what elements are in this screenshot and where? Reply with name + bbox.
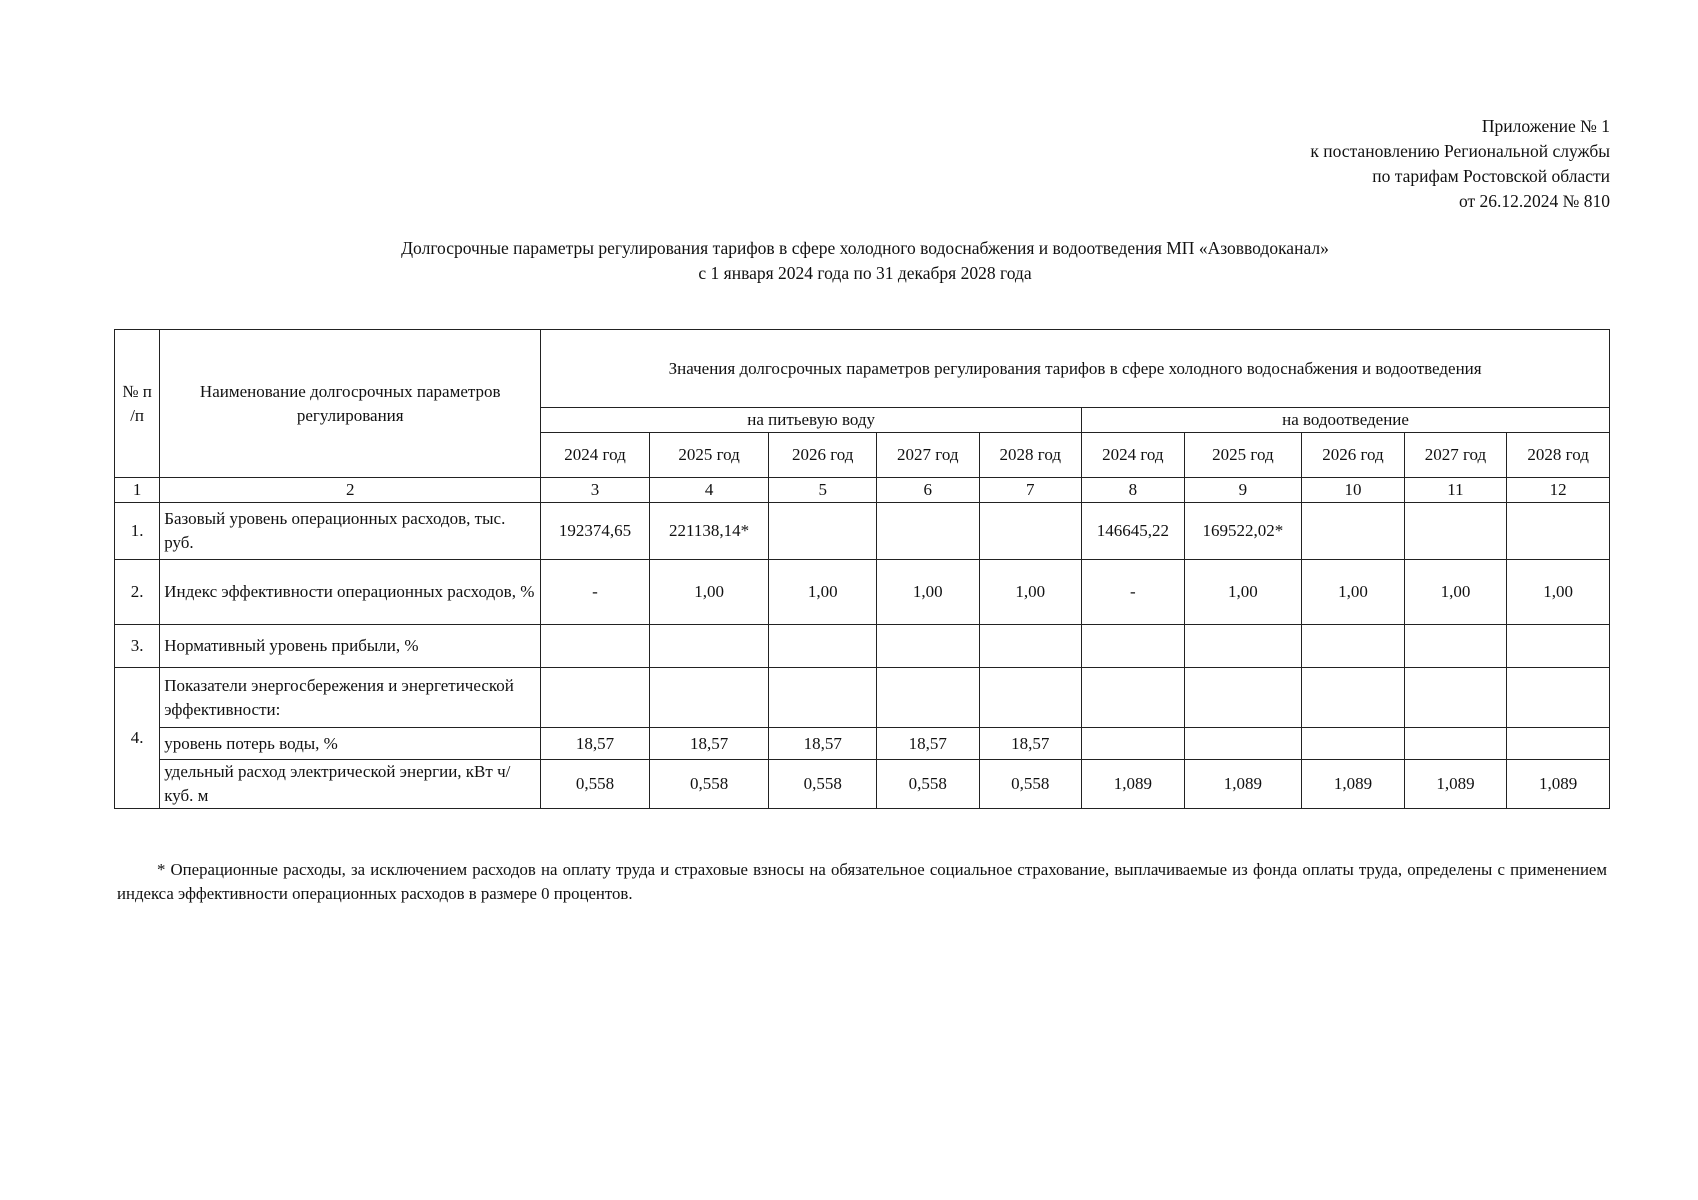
header-year: 2028 год bbox=[1507, 433, 1610, 478]
value-cell bbox=[1404, 668, 1507, 728]
row-number: 4. bbox=[115, 668, 160, 809]
table-row bbox=[115, 503, 1610, 560]
table-row bbox=[115, 625, 1610, 668]
value-cell bbox=[649, 625, 769, 668]
value-cell bbox=[1404, 503, 1507, 560]
column-number: 8 bbox=[1082, 478, 1185, 503]
value-cell: 1,089 bbox=[1404, 760, 1507, 809]
appendix-line-4: от 26.12.2024 № 810 bbox=[1459, 191, 1610, 211]
column-number: 7 bbox=[979, 478, 1082, 503]
value-cell: 1,089 bbox=[1302, 760, 1405, 809]
header-values: Значения долгосрочных параметров регулирования тарифов в сфере холодного водоснабжения и водоотведения bbox=[541, 330, 1610, 408]
column-number: 4 bbox=[649, 478, 769, 503]
column-number: 12 bbox=[1507, 478, 1610, 503]
document-title bbox=[0, 236, 1698, 286]
value-cell bbox=[1184, 728, 1302, 760]
header-year: 2025 год bbox=[1184, 433, 1302, 478]
header-year: 2024 год bbox=[541, 433, 650, 478]
value-cell bbox=[876, 503, 979, 560]
value-cell: 0,558 bbox=[979, 760, 1082, 809]
column-number: 1 bbox=[115, 478, 160, 503]
table-row bbox=[115, 728, 1610, 760]
column-number: 2 bbox=[160, 478, 541, 503]
value-cell bbox=[876, 668, 979, 728]
value-cell bbox=[541, 625, 650, 668]
value-cell bbox=[1184, 625, 1302, 668]
value-cell bbox=[649, 668, 769, 728]
value-cell: 1,089 bbox=[1507, 760, 1610, 809]
value-cell bbox=[1507, 625, 1610, 668]
value-cell: 1,089 bbox=[1082, 760, 1185, 809]
value-cell: 1,00 bbox=[876, 560, 979, 625]
value-cell: 221138,14* bbox=[649, 503, 769, 560]
value-cell bbox=[979, 625, 1082, 668]
value-cell bbox=[769, 668, 877, 728]
column-number: 6 bbox=[876, 478, 979, 503]
header-year: 2028 год bbox=[979, 433, 1082, 478]
column-number: 11 bbox=[1404, 478, 1507, 503]
value-cell: - bbox=[1082, 560, 1185, 625]
table-row bbox=[115, 668, 1610, 728]
value-cell: 18,57 bbox=[876, 728, 979, 760]
value-cell bbox=[1404, 728, 1507, 760]
title-line-1: Долгосрочные параметры регулирования тарифов в сфере холодного водоснабжения и водоотведения МП «Азовводоканал» bbox=[401, 238, 1329, 258]
title-line-2: с 1 января 2024 года по 31 декабря 2028 года bbox=[698, 263, 1032, 283]
column-number: 10 bbox=[1302, 478, 1405, 503]
value-cell: 18,57 bbox=[541, 728, 650, 760]
column-number: 3 bbox=[541, 478, 650, 503]
table-row bbox=[115, 560, 1610, 625]
value-cell bbox=[1404, 625, 1507, 668]
header-year: 2026 год bbox=[769, 433, 877, 478]
row-number: 2. bbox=[115, 560, 160, 625]
header-year: 2024 год bbox=[1082, 433, 1185, 478]
value-cell bbox=[1302, 625, 1405, 668]
row-name: уровень потерь воды, % bbox=[160, 728, 541, 760]
value-cell bbox=[876, 625, 979, 668]
value-cell bbox=[769, 625, 877, 668]
value-cell: 192374,65 bbox=[541, 503, 650, 560]
appendix-header bbox=[1310, 114, 1610, 214]
value-cell: 1,00 bbox=[1507, 560, 1610, 625]
column-numbers-row bbox=[115, 478, 1610, 503]
table-row bbox=[115, 760, 1610, 809]
value-cell bbox=[1082, 728, 1185, 760]
row-number: 1. bbox=[115, 503, 160, 560]
value-cell: 1,00 bbox=[1404, 560, 1507, 625]
value-cell: 1,089 bbox=[1184, 760, 1302, 809]
value-cell: 1,00 bbox=[1184, 560, 1302, 625]
value-cell: 0,558 bbox=[649, 760, 769, 809]
header-year: 2027 год bbox=[1404, 433, 1507, 478]
value-cell: 1,00 bbox=[1302, 560, 1405, 625]
column-number: 9 bbox=[1184, 478, 1302, 503]
value-cell: 0,558 bbox=[769, 760, 877, 809]
value-cell bbox=[1507, 668, 1610, 728]
value-cell: 18,57 bbox=[649, 728, 769, 760]
footnote: * Операционные расходы, за исключением расходов на оплату труда и страховые взносы на обязательное социальное страхование, выплачиваемые из фонда оплаты труда, определены с применением индекса эффективности операционных расходов в размере 0 процентов. bbox=[117, 860, 1607, 903]
header-name: Наименование долгосрочных параметров регулирования bbox=[160, 330, 541, 478]
value-cell bbox=[1082, 668, 1185, 728]
value-cell: 1,00 bbox=[769, 560, 877, 625]
value-cell: 169522,02* bbox=[1184, 503, 1302, 560]
row-number: 3. bbox=[115, 625, 160, 668]
value-cell: 18,57 bbox=[979, 728, 1082, 760]
header-year: 2026 год bbox=[1302, 433, 1405, 478]
parameters-table bbox=[114, 329, 1610, 809]
row-name: Индекс эффективности операционных расходов, % bbox=[160, 560, 541, 625]
appendix-line-2: к постановлению Региональной службы bbox=[1310, 141, 1610, 161]
value-cell: 146645,22 bbox=[1082, 503, 1185, 560]
appendix-line-3: по тарифам Ростовской области bbox=[1372, 166, 1610, 186]
value-cell: 0,558 bbox=[541, 760, 650, 809]
header-year: 2025 год bbox=[649, 433, 769, 478]
value-cell bbox=[1302, 503, 1405, 560]
value-cell bbox=[1507, 503, 1610, 560]
value-cell bbox=[1302, 668, 1405, 728]
value-cell: - bbox=[541, 560, 650, 625]
value-cell bbox=[769, 503, 877, 560]
value-cell: 18,57 bbox=[769, 728, 877, 760]
row-name: Нормативный уровень прибыли, % bbox=[160, 625, 541, 668]
value-cell bbox=[1082, 625, 1185, 668]
value-cell bbox=[1184, 668, 1302, 728]
appendix-line-1: Приложение № 1 bbox=[1481, 116, 1610, 136]
row-name: удельный расход электрической энергии, кВт ч/куб. м bbox=[160, 760, 541, 809]
value-cell bbox=[979, 668, 1082, 728]
column-number: 5 bbox=[769, 478, 877, 503]
row-name: Базовый уровень операционных расходов, тыс. руб. bbox=[160, 503, 541, 560]
row-name: Показатели энергосбережения и энергетической эффективности: bbox=[160, 668, 541, 728]
header-group-sewer: на водоотведение bbox=[1082, 408, 1610, 433]
value-cell bbox=[979, 503, 1082, 560]
header-year: 2027 год bbox=[876, 433, 979, 478]
header-num: № п /п bbox=[115, 330, 160, 478]
value-cell bbox=[1507, 728, 1610, 760]
value-cell: 0,558 bbox=[876, 760, 979, 809]
value-cell bbox=[541, 668, 650, 728]
value-cell: 1,00 bbox=[979, 560, 1082, 625]
value-cell bbox=[1302, 728, 1405, 760]
value-cell: 1,00 bbox=[649, 560, 769, 625]
header-group-water: на питьевую воду bbox=[541, 408, 1082, 433]
